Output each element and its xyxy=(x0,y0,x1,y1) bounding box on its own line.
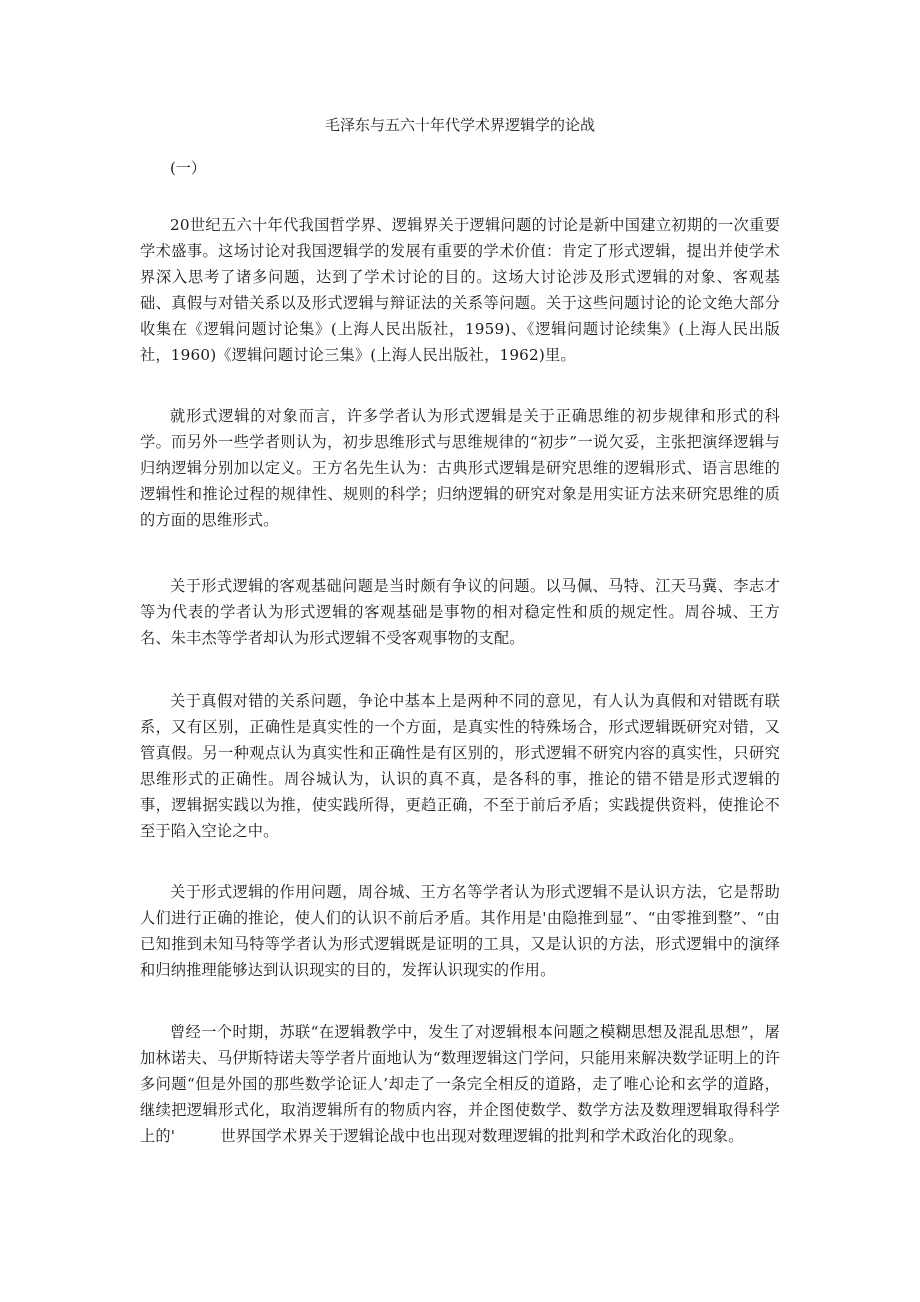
document-title: 毛泽东与五六十年代学术界逻辑学的论战 xyxy=(324,116,595,134)
section-label: (一） xyxy=(170,159,206,177)
paragraph-1: 20世纪五六十年代我国哲学界、逻辑界关于逻辑问题的讨论是新中国建立初期的一次重要学术盛事。这场讨论对我国逻辑学的发展有重要的学术价值：肯定了形式逻辑，提出并使学术界深入思考了诸多问题，达到了学术讨论的目的。这场大讨论涉及形式逻辑的对象、客观基础、真假与对错关系以及形式逻辑与辩证法的关系等问题。关于这些问题讨论的论文绝大部分收集在《逻辑问题讨论集》(上海人民出版社，1959)、《逻辑问题讨论续集》(上海人民出版社，1960)《逻辑问题讨论三集》(上海人民出版社，1962)里。 xyxy=(140,216,780,364)
paragraph-2: 就形式逻辑的对象而言，许多学者认为形式逻辑是关于正确思维的初步规律和形式的科学。而另外一些学者则认为，初步思维形式与思维规律的“初步”一说欠妥，主张把演绎逻辑与归纳逻辑分别加以定义。王方名先生认为：古典形式逻辑是研究思维的逻辑形式、语言思维的逻辑性和推论过程的规律性、规则的科学；归纳逻辑的研究对象是用实证方法来研究思维的质的方面的思维形式。 xyxy=(140,407,780,529)
paragraph-3: 关于形式逻辑的客观基础问题是当时颇有争议的问题。以马佩、马特、江天马冀、李志才等为代表的学者认为形式逻辑的客观基础是事物的相对稳定性和质的规定性。周谷城、王方名、朱丰杰等学者却认为形式逻辑不受客观事物的支配。 xyxy=(140,577,780,647)
paragraph-5: 关于形式逻辑的作用问题，周谷城、王方名等学者认为形式逻辑不是认识方法，它是帮助人们进行正确的推论，使人们的认识不前后矛盾。其作用是'由隐推到显”、“由零推到整”、“由已知推到未知马特等学者认为形式逻辑既是证明的工具，又是认识的方法，形式逻辑中的演绎和归纳推理能够达到认识现实的目的，发挥认识现实的作用。 xyxy=(140,883,780,979)
paragraph-4: 关于真假对错的关系问题，争论中基本上是两种不同的意见，有人认为真假和对错既有联系，又有区别，正确性是真实性的一个方面，是真实性的特殊场合，形式逻辑既研究对错，又管真假。另一种观点认为真实性和正确性是有区别的，形式逻辑不研究内容的真实性，只研究思维形式的正确性。周谷城认为，认识的真不真，是各科的事，推论的错不错是形式逻辑的事，逻辑据实践以为推，使实践所得，更趋正确，不至于前后矛盾；实践提供资料，使推论不至于陷入空论之中。 xyxy=(140,692,780,840)
paragraph-6: 曾经一个时期，苏联“在逻辑教学中，发生了对逻辑根本问题之模糊思想及混乱思想”，屠加林诺夫、马伊斯特诺夫等学者片面地认为“数理逻辑这门学问，只能用来解决数学证明上的许多问题“但是外国的那些数学论证人’却走了一条完全相反的道路，走了唯心论和玄学的道路，继续把逻辑形式化，取消逻辑所有的物质内容，并企图使数学、数学方法及数理逻辑取得科学上的' 世界国学术界关于逻辑论战中也出现对数理逻辑的批判和学术政治化的现象。 xyxy=(140,1023,780,1145)
